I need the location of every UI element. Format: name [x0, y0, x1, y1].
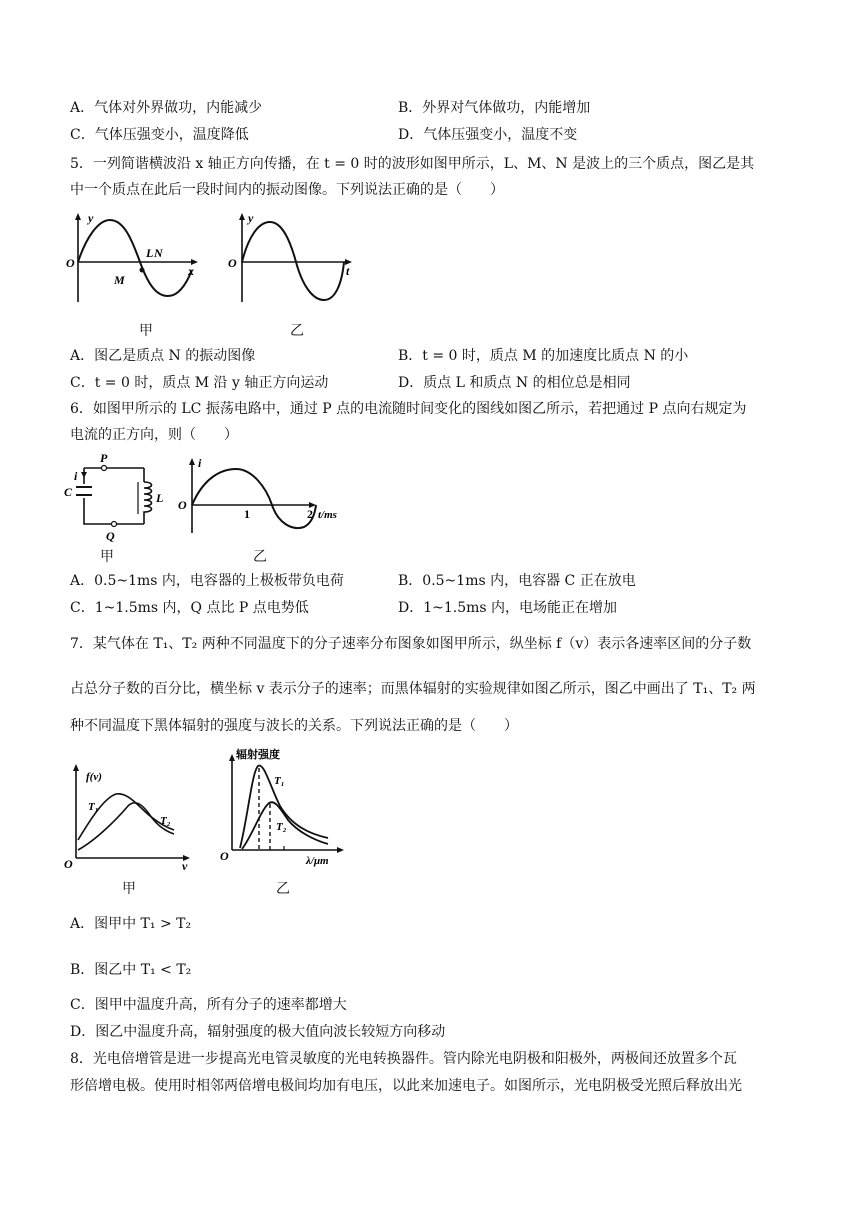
- q6-graph-tick-2: 2: [307, 507, 313, 521]
- q6-option-d: D．1~1.5ms 内，电场能正在增加: [398, 600, 618, 616]
- q7-yi-T2-label: T₂: [276, 821, 287, 833]
- q6-caption-jia: 甲: [100, 549, 114, 565]
- q7-caption-jia: 甲: [122, 881, 136, 897]
- q6-circuit-L-label: L: [156, 491, 164, 505]
- q7-option-a: A．图甲中 T₁ > T₂: [70, 916, 192, 932]
- q7-speed-distribution-jia: [62, 760, 202, 873]
- q5-stem-line2: 中一个质点在此后一段时间内的振动图像。下列说法正确的是（ ）: [70, 182, 504, 198]
- q8-stem-line1: 8．光电倍增管是进一步提高光电管灵敏度的光电转换器件。管内除光电阴极和阳极外，两极间还放置多个瓦: [70, 1051, 737, 1067]
- q7-jia-T1-label: T₁: [88, 801, 99, 813]
- q5-yi-origin-label: O: [228, 256, 237, 270]
- q7-stem-line1: 7．某气体在 T₁、T₂ 两种不同温度下的分子速率分布图象如图甲所示，纵坐标 f（v）表示各速率区间的分子数: [70, 636, 752, 652]
- q4-option-c: C．气体压强变小，温度降低: [70, 127, 249, 143]
- q8-stem-line2: 形倍增电极。使用时相邻两倍增电极间均加有电压，以此来加速电子。如图所示，光电阴极受光照后释放出光: [70, 1078, 742, 1094]
- q5-yi-t-label: t: [346, 264, 350, 278]
- q7-yi-T1-label: T₁: [274, 775, 285, 787]
- q6-current-graph-yi: [172, 455, 350, 535]
- q5-jia-L-label: L: [146, 246, 154, 260]
- q6-circuit-Q-label: Q: [106, 529, 115, 543]
- q5-option-a: A．图乙是质点 N 的振动图像: [70, 348, 256, 364]
- q5-option-c: C．t = 0 时，质点 M 沿 y 轴正方向运动: [70, 375, 329, 391]
- q5-jia-y-label: y: [88, 211, 94, 225]
- q7-jia-fv-label: f(v): [86, 771, 102, 783]
- q6-graph-origin-label: O: [178, 498, 187, 512]
- q6-circuit-P-label: P: [100, 451, 108, 465]
- q7-yi-origin-label: O: [220, 849, 229, 863]
- q4-option-d: D．气体压强变小，温度不变: [398, 127, 578, 143]
- q6-graph-tick-1: 1: [244, 507, 250, 521]
- q5-wave-graph-jia: [64, 210, 204, 305]
- q4-option-a: A．气体对外界做功，内能减少: [70, 100, 263, 116]
- q7-caption-yi: 乙: [276, 881, 290, 897]
- q6-option-c: C．1~1.5ms 内，Q 点比 P 点电势低: [70, 600, 309, 616]
- q4-option-b: B．外界对气体做功，内能增加: [398, 100, 591, 116]
- q6-graph-unit-label: t/ms: [318, 509, 337, 521]
- q5-jia-x-label: x: [188, 264, 194, 278]
- q5-jia-M-label: M: [114, 273, 125, 287]
- q5-option-d: D．质点 L 和质点 N 的相位总是相同: [398, 375, 631, 391]
- q5-vibration-graph-yi: [226, 210, 356, 305]
- q7-option-b: B．图乙中 T₁ < T₂: [70, 962, 192, 978]
- q6-option-a: A．0.5~1ms 内，电容器的上极板带负电荷: [70, 573, 344, 589]
- q7-stem-line2: 占总分子数的百分比，横坐标 v 表示分子的速率；而黑体辐射的实验规律如图乙所示，图乙中画出了 T₁、T₂ 两: [70, 681, 756, 697]
- q7-jia-origin-label: O: [64, 857, 73, 871]
- q6-circuit-i-label: i: [74, 469, 78, 483]
- q5-caption-yi: 乙: [290, 323, 304, 339]
- q7-jia-T2-label: T₂: [160, 815, 171, 827]
- q7-jia-v-label: v: [182, 859, 188, 873]
- q7-stem-line3: 种不同温度下黑体辐射的强度与波长的关系。下列说法正确的是（ ）: [70, 718, 518, 734]
- q7-yi-title: 辐射强度: [236, 749, 280, 761]
- q6-option-b: B．0.5~1ms 内，电容器 C 正在放电: [398, 573, 636, 589]
- q6-circuit-C-label: C: [64, 485, 73, 499]
- q6-stem-line2: 电流的正方向，则（ ）: [70, 427, 238, 443]
- q6-caption-yi: 乙: [253, 549, 267, 565]
- q6-lc-circuit-jia: [62, 450, 162, 545]
- q6-graph-i-label: i: [198, 456, 202, 470]
- q5-jia-origin-label: O: [66, 256, 75, 270]
- q5-yi-y-label: y: [248, 211, 254, 225]
- q5-jia-N-label: N: [154, 246, 163, 260]
- q7-option-c: C．图甲中温度升高，所有分子的速率都增大: [70, 997, 347, 1013]
- q6-stem-line1: 6．如图甲所示的 LC 振荡电路中，通过 P 点的电流随时间变化的图线如图乙所示，若把通过 P 点向右规定为: [70, 401, 747, 417]
- q7-yi-lambda-label: λ/μm: [306, 855, 329, 867]
- q5-stem-line1: 5．一列简谐横波沿 x 轴正方向传播，在 t = 0 时的波形如图甲所示，L、M、N 是波上的三个质点，图乙是其: [70, 156, 755, 172]
- q7-blackbody-radiation-yi: [218, 746, 346, 870]
- q5-option-b: B．t = 0 时，质点 M 的加速度比质点 N 的小: [398, 348, 689, 364]
- q7-option-d: D．图乙中温度升高，辐射强度的极大值向波长较短方向移动: [70, 1024, 446, 1040]
- q5-caption-jia: 甲: [139, 323, 153, 339]
